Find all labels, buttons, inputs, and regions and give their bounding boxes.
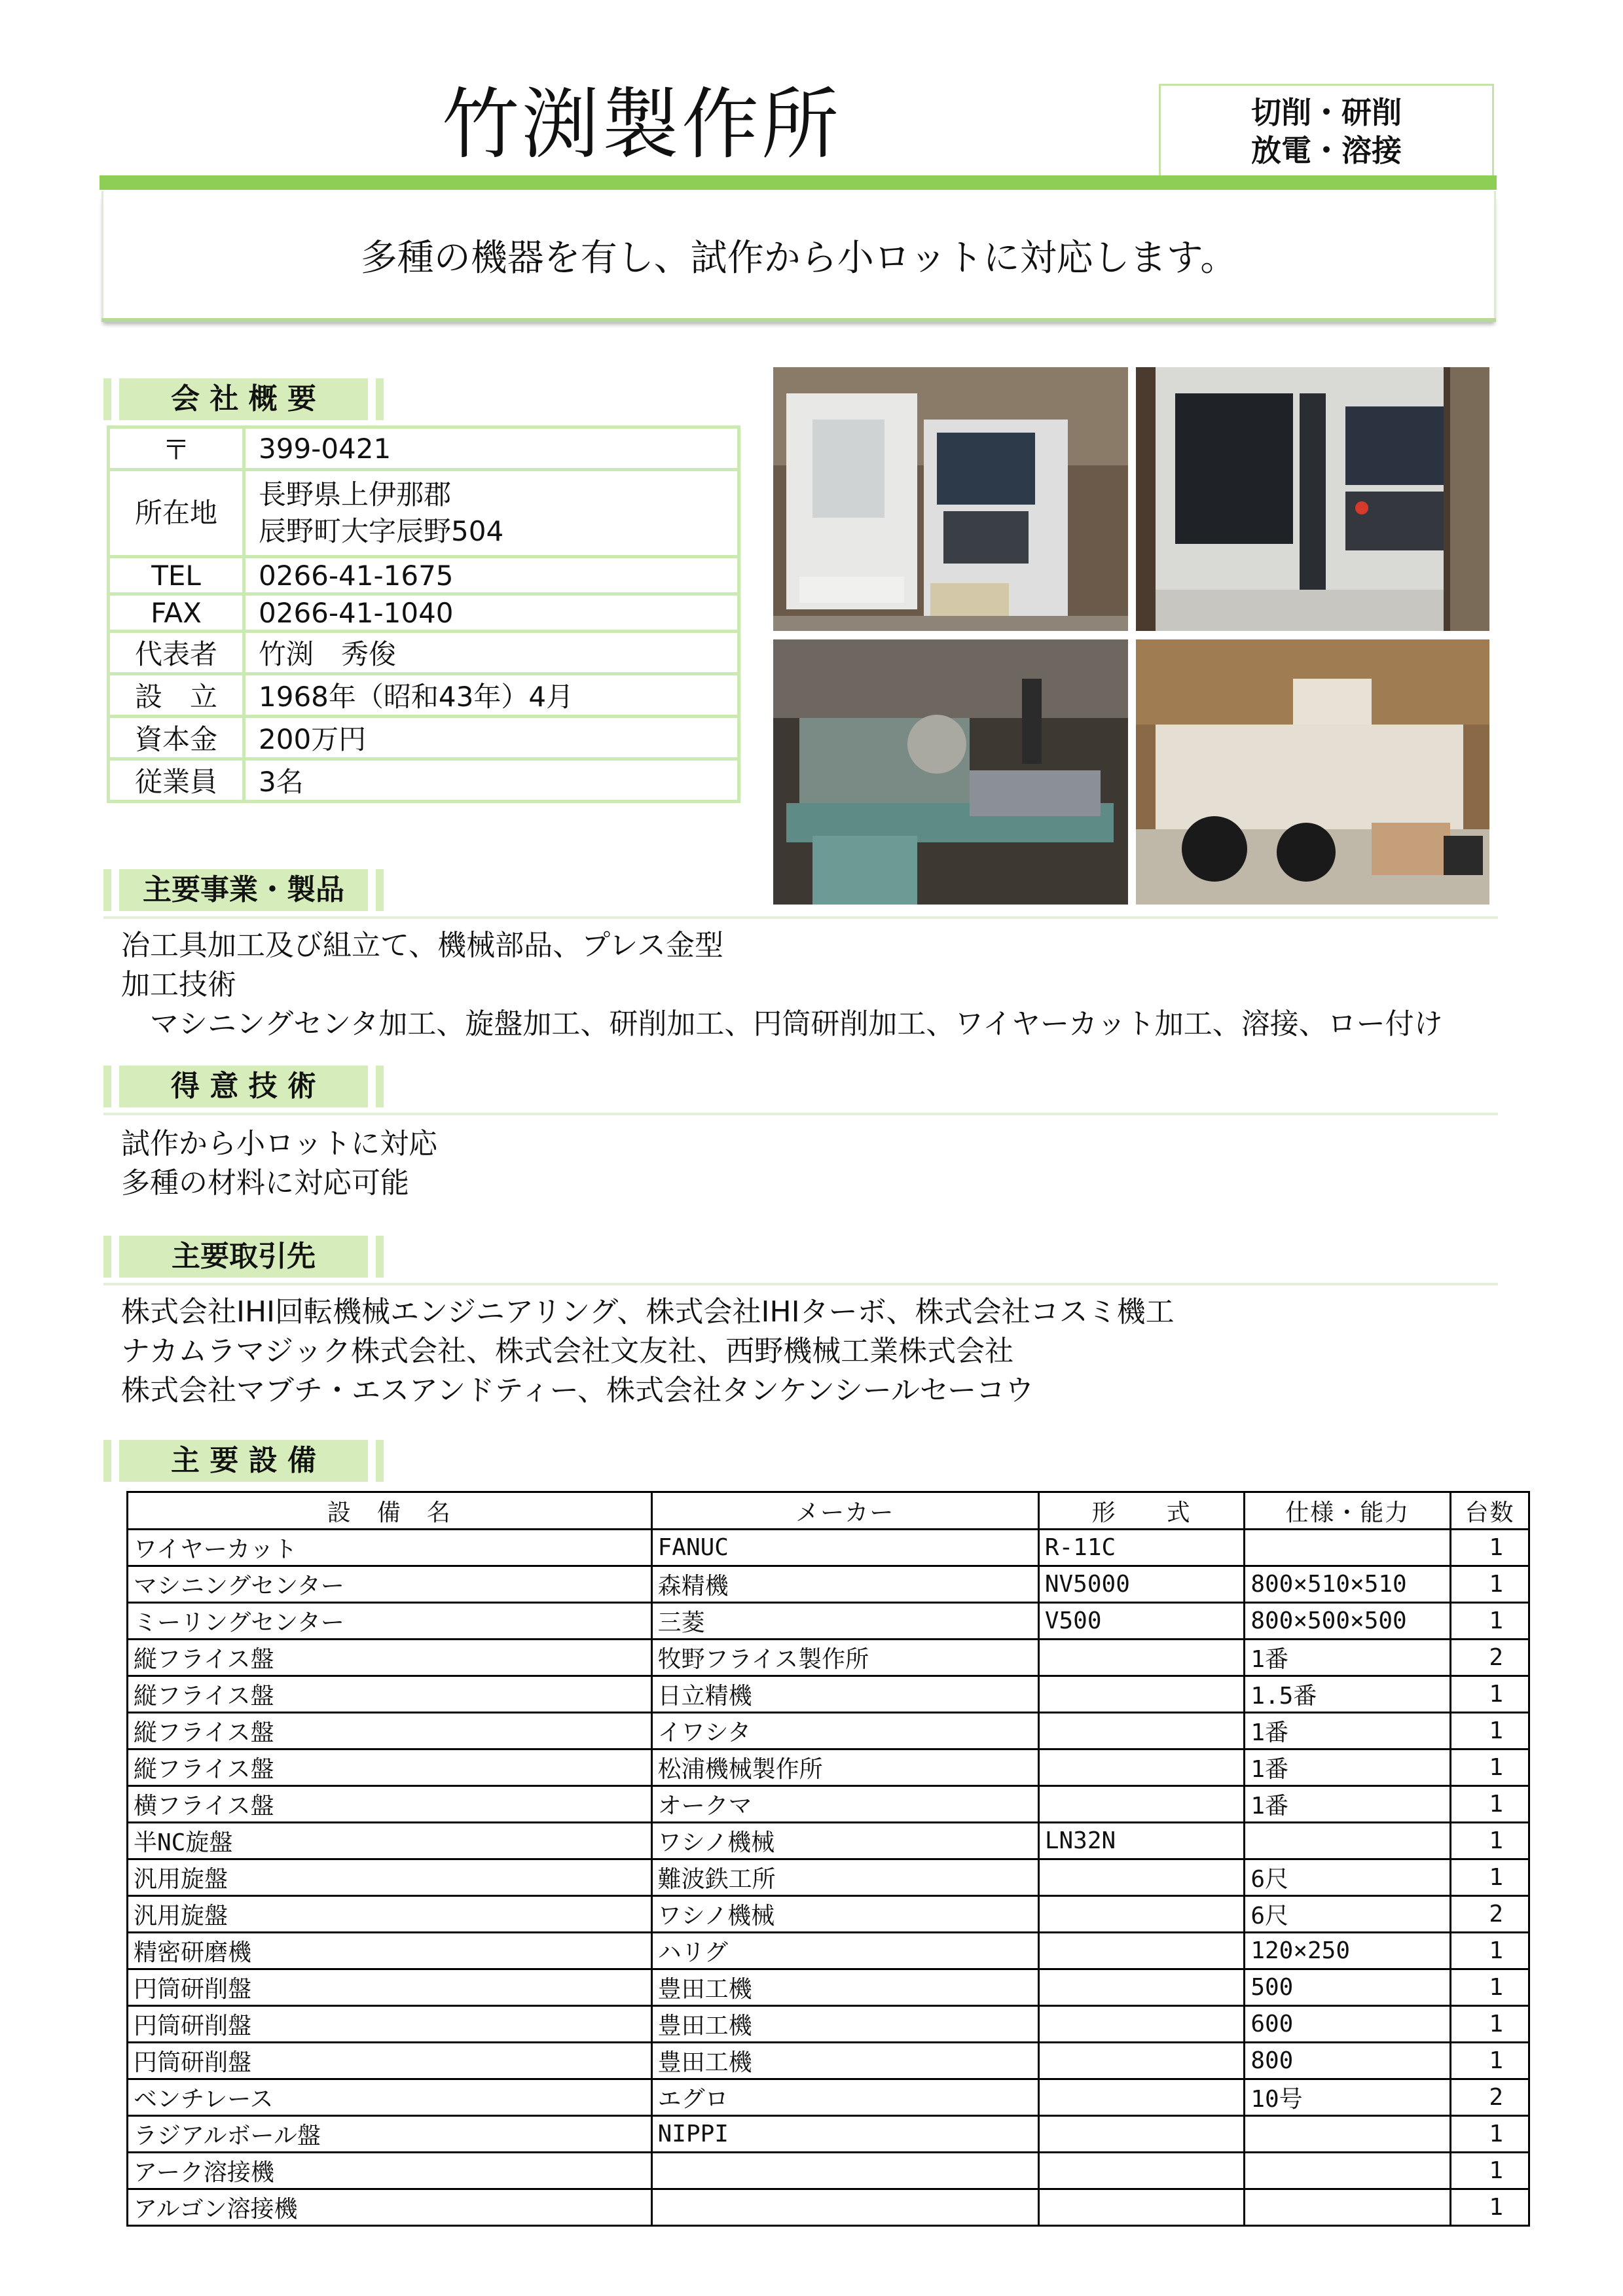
equipment-name: アルゴン溶接機 — [128, 2189, 652, 2226]
equipment-count: 1 — [1451, 1713, 1529, 1749]
equipment-spec: 500 — [1245, 1969, 1451, 2006]
equipment-count: 1 — [1451, 1859, 1529, 1896]
equipment-spec: 6尺 — [1245, 1896, 1451, 1933]
table-row — [128, 1749, 1529, 1786]
profile-row — [109, 427, 739, 470]
profile-value: 200万円 — [244, 717, 739, 759]
equipment-model — [1038, 1676, 1244, 1713]
equipment-model — [1038, 2006, 1244, 2043]
equipment-spec: 1番 — [1245, 1786, 1451, 1823]
equipment-model — [1038, 1713, 1244, 1749]
equipment-spec: 1番 — [1245, 1640, 1451, 1676]
table-row — [128, 1530, 1529, 1566]
profile-key: FAX — [109, 594, 244, 632]
equipment-spec: 1.5番 — [1245, 1676, 1451, 1713]
service-tag-line: 切削・研削 — [1251, 94, 1402, 130]
equipment-maker: 豊田工機 — [651, 2006, 1038, 2043]
profile-key: 従業員 — [109, 759, 244, 802]
col-header-maker: メーカー — [651, 1492, 1038, 1530]
equipment-model — [1038, 2043, 1244, 2079]
profile-row — [109, 470, 739, 557]
equipment-name: 半NC旋盤 — [128, 1823, 652, 1859]
profile-key: 所在地 — [109, 470, 244, 557]
equipment-model: V500 — [1038, 1603, 1244, 1640]
profile-value: 竹渕 秀俊 — [244, 632, 739, 674]
catchphrase-underline — [101, 318, 1496, 322]
equipment-model: NV5000 — [1038, 1566, 1244, 1603]
equipment-table — [126, 1491, 1530, 2227]
equipment-spec: 6尺 — [1245, 1859, 1451, 1896]
col-header-spec: 仕様・能力 — [1245, 1492, 1451, 1530]
equipment-name: 円筒研削盤 — [128, 1969, 652, 2006]
address-line-1: 長野県上伊那郡 — [259, 478, 452, 511]
catchphrase-box — [101, 191, 1496, 319]
equipment-model — [1038, 1786, 1244, 1823]
equipment-maker: ワシノ機械 — [651, 1823, 1038, 1859]
equipment-spec: 600 — [1245, 2006, 1451, 2043]
equipment-count: 1 — [1451, 1676, 1529, 1713]
table-row — [128, 1933, 1529, 1969]
equipment-spec: 1番 — [1245, 1713, 1451, 1749]
business-text — [121, 926, 1443, 1044]
equipment-maker: 三菱 — [651, 1603, 1038, 1640]
service-tag-line: 放電・溶接 — [1251, 132, 1402, 168]
table-row — [128, 1859, 1529, 1896]
equipment-maker: 豊田工機 — [651, 2043, 1038, 2079]
equipment-model — [1038, 1896, 1244, 1933]
client-line: 株式会社IHI回転機械エンジニアリング、株式会社IHIターボ、株式会社コスミ機工 — [121, 1295, 1175, 1329]
section-rule — [103, 1113, 1498, 1115]
table-row — [128, 1603, 1529, 1640]
profile-value: 399-0421 — [244, 427, 739, 470]
equipment-name: 横フライス盤 — [128, 1786, 652, 1823]
equipment-name: マシニングセンター — [128, 1566, 652, 1603]
skills-text — [121, 1124, 437, 1203]
equipment-count: 1 — [1451, 2006, 1529, 2043]
equipment-maker — [651, 2189, 1038, 2226]
table-row — [128, 1566, 1529, 1603]
equipment-spec — [1245, 2116, 1451, 2153]
equipment-spec — [1245, 2153, 1451, 2189]
equipment-count: 1 — [1451, 1969, 1529, 2006]
section-heading-equipment: 主 要 設 備 — [103, 1440, 385, 1482]
equipment-maker: エグロ — [651, 2079, 1038, 2116]
col-header-name: 設 備 名 — [128, 1492, 652, 1530]
profile-value — [244, 470, 739, 557]
section-heading-skills: 得 意 技 術 — [103, 1066, 385, 1107]
table-row — [128, 1969, 1529, 2006]
equipment-maker: オークマ — [651, 1786, 1038, 1823]
equipment-count: 1 — [1451, 2043, 1529, 2079]
address-line-2: 辰野町大字辰野504 — [259, 515, 504, 547]
table-row — [128, 1823, 1529, 1859]
equipment-model — [1038, 1969, 1244, 2006]
equipment-maker: 豊田工機 — [651, 1969, 1038, 2006]
equipment-model — [1038, 1640, 1244, 1676]
section-heading-clients: 主要取引先 — [103, 1236, 385, 1278]
equipment-name: 汎用旋盤 — [128, 1859, 652, 1896]
profile-row — [109, 594, 739, 632]
profile-value: 1968年（昭和43年）4月 — [244, 674, 739, 717]
equipment-count: 1 — [1451, 1603, 1529, 1640]
equipment-name: 縦フライス盤 — [128, 1713, 652, 1749]
section-heading-business: 主要事業・製品 — [103, 869, 385, 911]
equipment-maker: 松浦機械製作所 — [651, 1749, 1038, 1786]
equipment-maker: ワシノ機械 — [651, 1896, 1038, 1933]
business-line: マシニングセンタ加工、旋盤加工、研削加工、円筒研削加工、ワイヤーカット加工、溶接、ロー付け — [121, 1007, 1443, 1041]
equipment-name: 縦フライス盤 — [128, 1676, 652, 1713]
equipment-maker: 日立精機 — [651, 1676, 1038, 1713]
equipment-name: 精密研磨機 — [128, 1933, 652, 1969]
profile-row — [109, 759, 739, 802]
header-green-bar — [100, 175, 1497, 190]
equipment-spec: 1番 — [1245, 1749, 1451, 1786]
equipment-maker: NIPPI — [651, 2116, 1038, 2153]
skill-line: 多種の材料に対応可能 — [121, 1166, 409, 1200]
equipment-count: 1 — [1451, 2153, 1529, 2189]
equipment-name: 縦フライス盤 — [128, 1749, 652, 1786]
business-line: 加工技術 — [121, 968, 236, 1001]
equipment-maker: ハリグ — [651, 1933, 1038, 1969]
client-line: 株式会社マブチ・エスアンドティー、株式会社タンケンシールセーコウ — [121, 1374, 1034, 1407]
equipment-spec: 10号 — [1245, 2079, 1451, 2116]
equipment-count: 1 — [1451, 2189, 1529, 2226]
equipment-count: 1 — [1451, 2116, 1529, 2153]
equipment-spec: 800 — [1245, 2043, 1451, 2079]
equipment-name: 汎用旋盤 — [128, 1896, 652, 1933]
profile-key: 設 立 — [109, 674, 244, 717]
business-line: 冶工具加工及び組立て、機械部品、プレス金型 — [121, 929, 724, 962]
equipment-maker: 難波鉄工所 — [651, 1859, 1038, 1896]
equipment-count: 2 — [1451, 1640, 1529, 1676]
profile-value: 3名 — [244, 759, 739, 802]
equipment-model — [1038, 1933, 1244, 1969]
equipment-model — [1038, 2189, 1244, 2226]
table-row — [128, 2006, 1529, 2043]
table-row — [128, 1713, 1529, 1749]
equipment-name: ベンチレース — [128, 2079, 652, 2116]
equipment-model: LN32N — [1038, 1823, 1244, 1859]
equipment-spec — [1245, 1823, 1451, 1859]
section-rule — [103, 1283, 1498, 1285]
service-tag-box — [1159, 84, 1494, 177]
table-row — [128, 2116, 1529, 2153]
table-row — [128, 1676, 1529, 1713]
equipment-count: 1 — [1451, 1749, 1529, 1786]
equipment-name: ミーリングセンター — [128, 1603, 652, 1640]
equipment-maker — [651, 2153, 1038, 2189]
wire-cut-machine-photo — [773, 367, 1128, 631]
profile-row — [109, 632, 739, 674]
col-header-model: 形 式 — [1038, 1492, 1244, 1530]
table-row — [128, 2153, 1529, 2189]
skill-line: 試作から小ロットに対応 — [121, 1127, 438, 1160]
equipment-count: 1 — [1451, 1566, 1529, 1603]
profile-key: 代表者 — [109, 632, 244, 674]
profile-key: 資本金 — [109, 717, 244, 759]
equipment-model: R-11C — [1038, 1530, 1244, 1566]
equipment-name: ワイヤーカット — [128, 1530, 652, 1566]
equipment-header-row — [128, 1492, 1529, 1530]
equipment-name: ラジアルボール盤 — [128, 2116, 652, 2153]
clients-text — [121, 1293, 1175, 1410]
equipment-name: 縦フライス盤 — [128, 1640, 652, 1676]
equipment-model — [1038, 2153, 1244, 2189]
table-row — [128, 2189, 1529, 2226]
table-row — [128, 1786, 1529, 1823]
profile-value: 0266-41-1040 — [244, 594, 739, 632]
profile-value: 0266-41-1675 — [244, 557, 739, 594]
equipment-count: 1 — [1451, 1933, 1529, 1969]
equipment-maker: 牧野フライス製作所 — [651, 1640, 1038, 1676]
catchphrase: 多種の機器を有し、試作から小ロットに対応します。 — [360, 237, 1237, 279]
table-row — [128, 1896, 1529, 1933]
equipment-maker: FANUC — [651, 1530, 1038, 1566]
table-row — [128, 2079, 1529, 2116]
section-rule — [103, 916, 1498, 919]
equipment-count: 2 — [1451, 2079, 1529, 2116]
equipment-model — [1038, 1749, 1244, 1786]
equipment-maker: イワシタ — [651, 1713, 1038, 1749]
client-line: ナカムラマジック株式会社、株式会社文友社、西野機械工業株式会社 — [121, 1335, 1014, 1368]
equipment-spec: 120×250 — [1245, 1933, 1451, 1969]
equipment-spec: 800×510×510 — [1245, 1566, 1451, 1603]
equipment-count: 1 — [1451, 1823, 1529, 1859]
profile-row — [109, 717, 739, 759]
lathe-photo — [773, 639, 1128, 905]
page-title: 竹渕製作所 — [441, 79, 841, 170]
col-header-count: 台数 — [1451, 1492, 1529, 1530]
company-profile-table — [107, 425, 740, 803]
equipment-name: アーク溶接機 — [128, 2153, 652, 2189]
equipment-name: 円筒研削盤 — [128, 2006, 652, 2043]
equipment-count: 1 — [1451, 1786, 1529, 1823]
equipment-count: 1 — [1451, 1530, 1529, 1566]
section-heading-profile: 会 社 概 要 — [103, 378, 385, 420]
equipment-name: 円筒研削盤 — [128, 2043, 652, 2079]
equipment-model — [1038, 2079, 1244, 2116]
equipment-maker: 森精機 — [651, 1566, 1038, 1603]
grinder-photo — [1136, 639, 1489, 905]
equipment-spec — [1245, 2189, 1451, 2226]
equipment-model — [1038, 2116, 1244, 2153]
equipment-count: 2 — [1451, 1896, 1529, 1933]
profile-key: TEL — [109, 557, 244, 594]
profile-key: 〒 — [109, 427, 244, 470]
machining-center-photo — [1136, 367, 1489, 631]
equipment-spec — [1245, 1530, 1451, 1566]
profile-row — [109, 674, 739, 717]
table-row — [128, 2043, 1529, 2079]
equipment-model — [1038, 1859, 1244, 1896]
profile-row — [109, 557, 739, 594]
equipment-spec: 800×500×500 — [1245, 1603, 1451, 1640]
table-row — [128, 1640, 1529, 1676]
